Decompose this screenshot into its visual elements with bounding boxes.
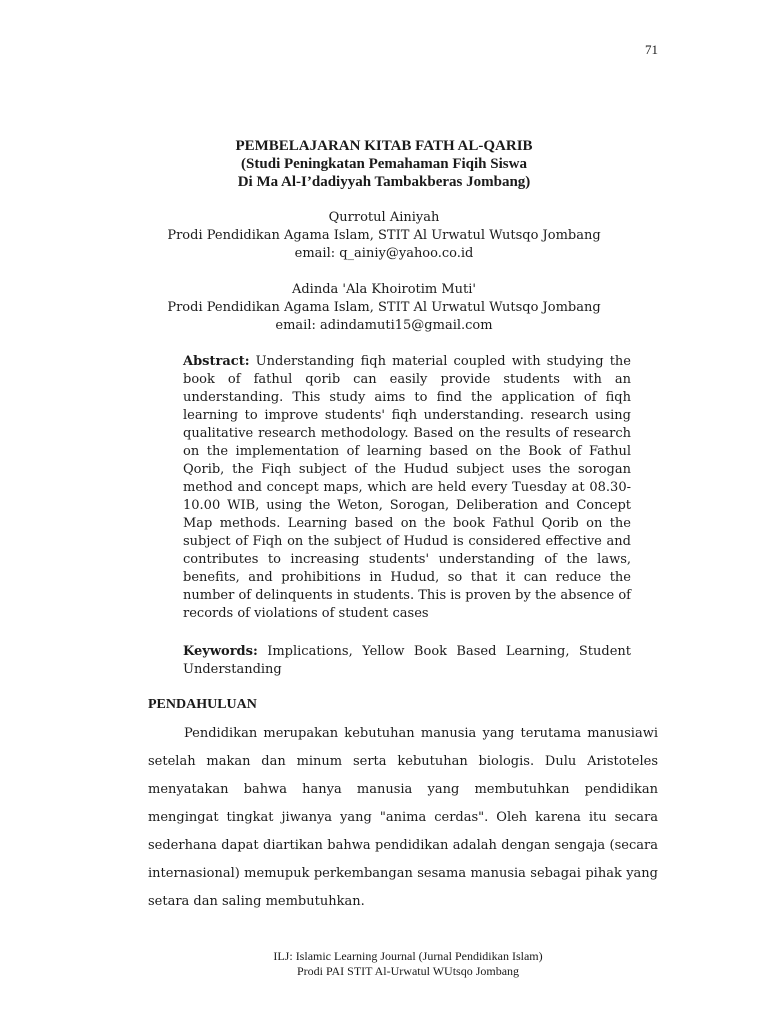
keywords-label: Keywords: — [183, 644, 258, 659]
abstract-label: Abstract: — [183, 354, 250, 369]
page-footer — [100, 949, 716, 979]
abstract — [183, 353, 631, 623]
title-line-3: Di Ma Al-I’dadiyyah Tambakberas Jombang) — [237, 174, 531, 190]
footer-journal-name: ILJ: Islamic Learning Journal (Jurnal Pendidikan Islam) — [273, 949, 543, 963]
keywords-text: Implications, Yellow Book Based Learning, Student Understanding — [183, 644, 631, 677]
keywords — [183, 643, 631, 679]
article-title — [100, 137, 668, 191]
abstract-text: Understanding fiqh material coupled with studying the book of fathul qorib can easily provide students with an understanding. This study aims to find the application of fiqh learning to improve students' fiqh understanding. research using qualitative research methodology. Based on the results of research on the implementation of learning based on the Book of Fathul Qorib, the Fiqh subject of the Hudud subject uses the sorogan method and concept maps, which are held every Tuesday at 08.30-10.00 WIB, using the Weton, Sorogan, Deliberation and Concept Map methods. Learning based on the book Fathul Qorib on the subject of Fiqh on the subject of Hudud is considered effective and contributes to increasing students' understanding of the laws, benefits, and prohibitions in Hudud, so that it can reduce the number of delinquents in students. This is proven by the absence of records of violations of student cases — [183, 354, 631, 621]
title-line-2: (Studi Peningkatan Pemahaman Fiqih Siswa — [241, 156, 527, 172]
author-email: email: q_ainiy@yahoo.co.id — [294, 246, 474, 261]
author-email: email: adindamuti15@gmail.com — [275, 318, 493, 333]
footer-publisher: Prodi PAI STIT Al-Urwatul WUtsqo Jombang — [296, 964, 520, 978]
page-number: 71 — [645, 42, 658, 57]
author-name: Qurrotul Ainiyah — [328, 210, 440, 225]
body-paragraph: Pendidikan merupakan kebutuhan manusia yang terutama manusiawi setelah makan dan minum serta kebutuhan biologis. Dulu Aristoteles menyatakan bahwa hanya manusia yang membutuhkan pendidikan mengingat tingkat jiwanya yang "anima cerdas". Oleh karena itu secara sederhana dapat diartikan bahwa pendidikan adalah dengan sengaja (secara internasional) memupuk perkembangan sesama manusia sebagai pihak yang setara dan saling membutuhkan. — [148, 726, 658, 909]
section-heading: PENDAHULUAN — [148, 697, 257, 712]
author-block-2 — [100, 281, 668, 335]
author-block-1 — [100, 209, 668, 263]
author-name: Adinda 'Ala Khoirotim Muti' — [291, 282, 477, 297]
author-affiliation: Prodi Pendidikan Agama Islam, STIT Al Urwatul Wutsqo Jombang — [167, 228, 601, 243]
title-line-1: PEMBELAJARAN KITAB FATH AL-QARIB — [235, 138, 533, 154]
author-affiliation: Prodi Pendidikan Agama Islam, STIT Al Urwatul Wutsqo Jombang — [167, 300, 601, 315]
